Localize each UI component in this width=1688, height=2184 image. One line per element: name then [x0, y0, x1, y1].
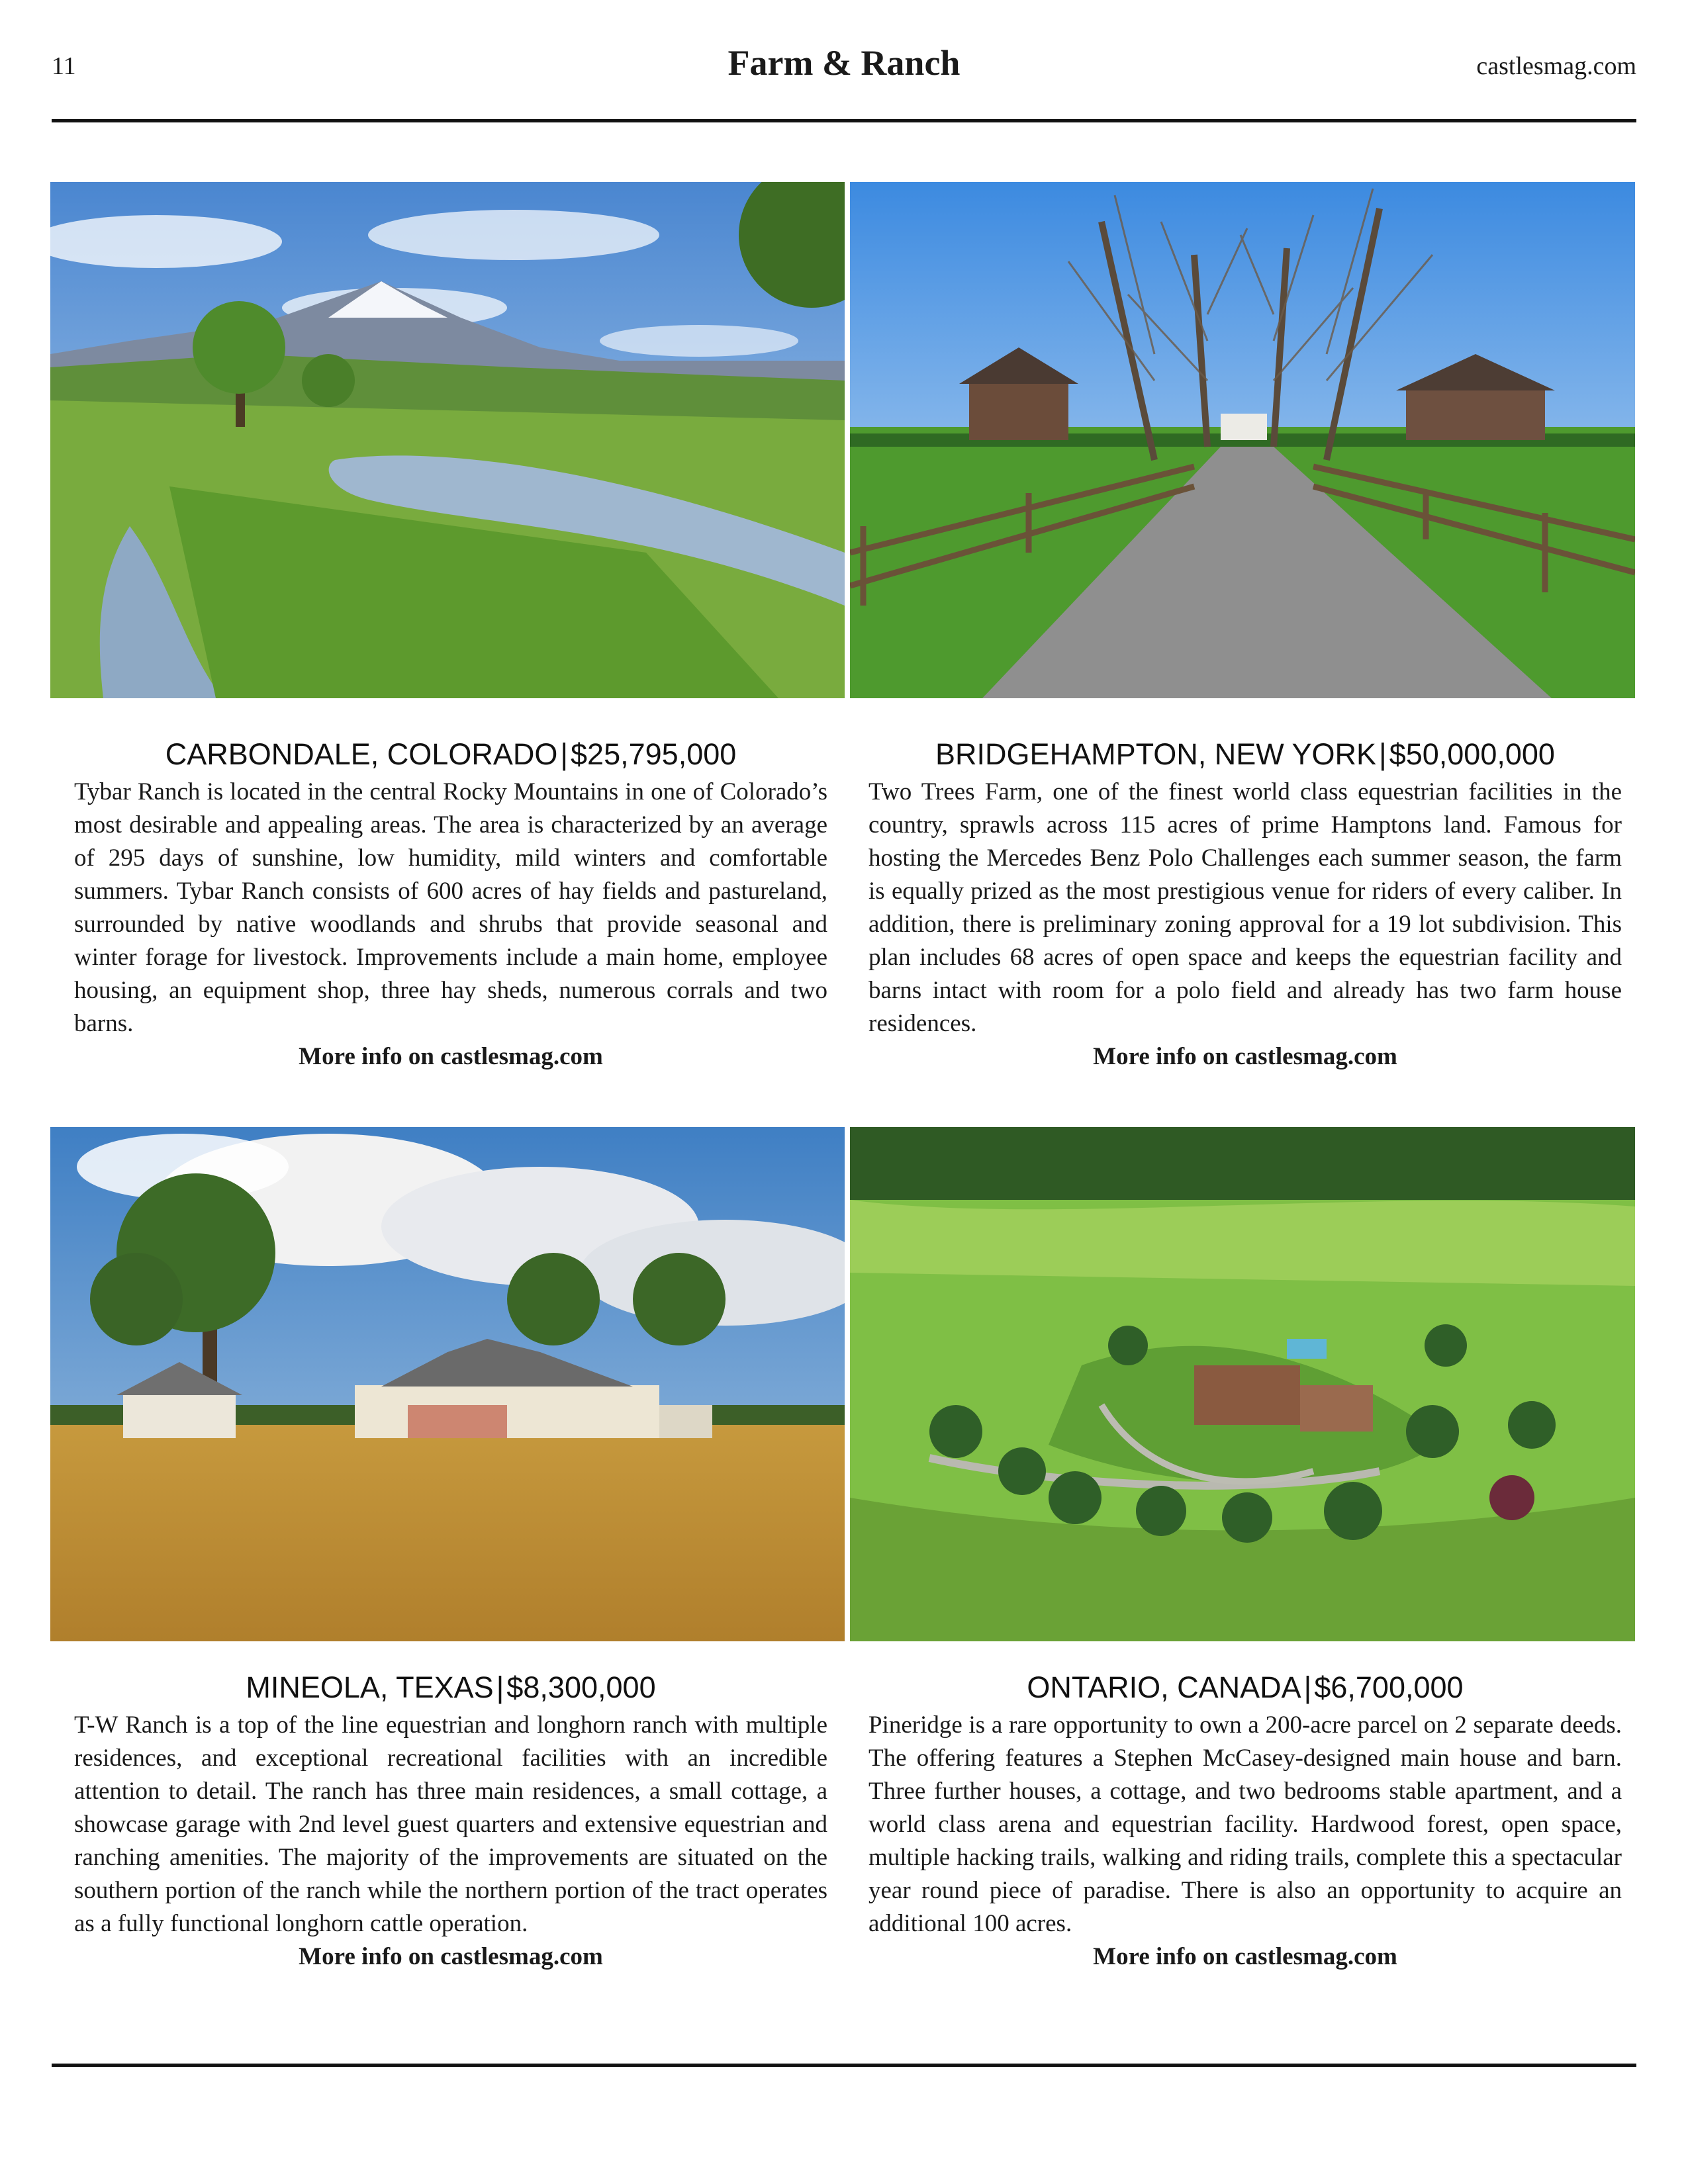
- ontario-photo: [850, 1127, 1635, 1641]
- more-info-link[interactable]: More info on castlesmag.com: [299, 1943, 603, 1970]
- listing-description: Two Trees Farm, one of the finest world class equestrian facilities in the country, sprawls across 115 acres of prime Hamptons land. Famous for hosting the Mercedes Benz Polo Challenges each summer season, the farm is equally prized as the most prestigious venue for riders of every caliber. In addition, there is preliminary zoning approval for a 19 lot subdivision. This plan includes 68 acres of open space and keeps the equestrian facility and barns intact with room for a polo field and already has two farm house residences.: [868, 778, 1622, 1037]
- listing-price: $8,300,000: [506, 1670, 656, 1704]
- listing-location: MINEOLA, TEXAS: [246, 1670, 494, 1704]
- more-info-link[interactable]: More info on castlesmag.com: [1093, 1943, 1397, 1970]
- section-title: Farm & Ranch: [727, 43, 961, 83]
- footer-divider: [52, 2064, 1636, 2067]
- listing-heading: CARBONDALE, COLORADO|$25,795,000: [165, 737, 737, 771]
- listing-location: BRIDGEHAMPTON, NEW YORK: [935, 737, 1376, 771]
- more-info-link[interactable]: More info on castlesmag.com: [1093, 1043, 1397, 1070]
- listing-location: ONTARIO, CANADA: [1027, 1670, 1301, 1704]
- listing-carbondale: [74, 733, 827, 1073]
- listing-ontario: [868, 1666, 1622, 1974]
- listing-price: $50,000,000: [1389, 737, 1555, 771]
- listing-price: $6,700,000: [1314, 1670, 1464, 1704]
- listing-description: Tybar Ranch is located in the central Rocky Mountains in one of Colorado’s most desirable and appealing areas. The area is characterized by an average of 295 days of sunshine, low humidity, mild winters and comfortable summers. Tybar Ranch consists of 600 acres of hay fields and pastureland, surrounded by native woodlands and shrubs that provide seasonal and winter forage for livestock. Improvements include a main home, employee housing, an equipment shop, three hay sheds, numerous corrals and two barns.: [74, 778, 827, 1037]
- listing-description: Pineridge is a rare opportunity to own a 200-acre parcel on 2 separate deeds. The offering features a Stephen McCasey-designed main house and barn. Three further houses, a cottage, and two bedrooms stable apartment, and a world class arena and equestrian facility. Hardwood forest, open space, multiple hacking trails, walking and riding trails, complete this a spectacular year round piece of paradise. There is also an opportunity to acquire an additional 100 acres.: [868, 1711, 1622, 1937]
- listing-bridgehampton: [868, 733, 1622, 1073]
- more-info-link[interactable]: More info on castlesmag.com: [299, 1043, 603, 1070]
- listing-heading: MINEOLA, TEXAS|$8,300,000: [246, 1670, 656, 1704]
- listing-description: T-W Ranch is a top of the line equestrian and longhorn ranch with multiple residences, and exceptional recreational facilities with an incredible attention to detail. The ranch has three main residences, a small cottage, a showcase garage with 2nd level guest quarters and extensive equestrian and ranching amenities. The majority of the improvements are situated on the southern portion of the ranch while the northern portion of the tract operates as a fully functional longhorn cattle operation.: [74, 1711, 827, 1937]
- header-divider: [52, 119, 1636, 122]
- listing-mineola: [74, 1666, 827, 1974]
- page-number: 11: [52, 52, 76, 80]
- mineola-photo: [50, 1127, 845, 1641]
- listing-heading: BRIDGEHAMPTON, NEW YORK|$50,000,000: [935, 737, 1555, 771]
- bridgehampton-photo: [850, 182, 1635, 698]
- listing-price: $25,795,000: [571, 737, 737, 771]
- listing-heading: ONTARIO, CANADA|$6,700,000: [1027, 1670, 1464, 1704]
- header-site-link[interactable]: castlesmag.com: [1476, 52, 1636, 80]
- carbondale-photo: [50, 182, 845, 698]
- listing-location: CARBONDALE, COLORADO: [165, 737, 558, 771]
